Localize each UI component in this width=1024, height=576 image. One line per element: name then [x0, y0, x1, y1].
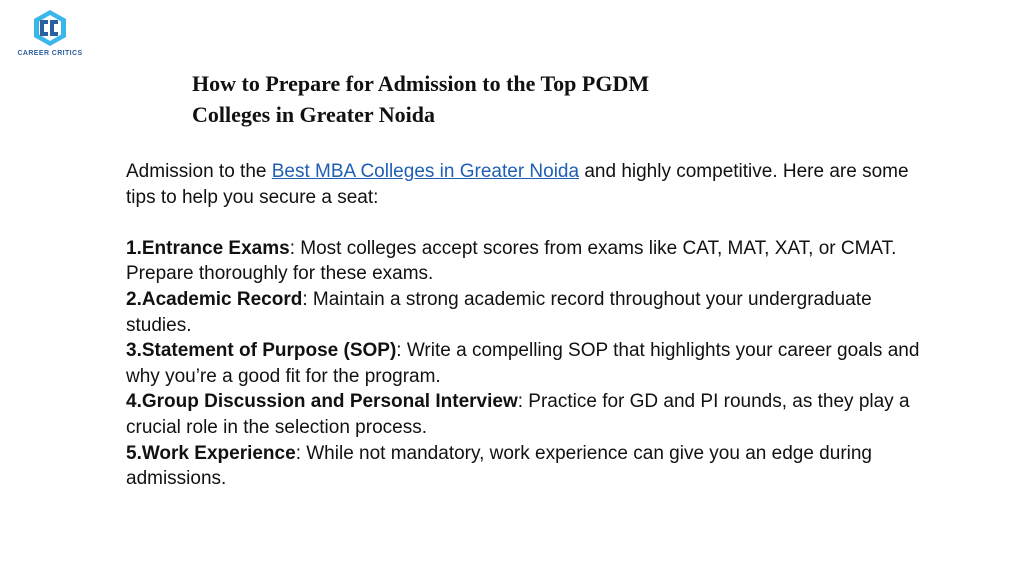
article-body	[126, 159, 926, 492]
tip-heading: 3.Statement of Purpose (SOP)	[126, 340, 397, 362]
tip-heading: 5.Work Experience	[126, 442, 296, 464]
tip-text: : Most colleges accept scores from exams like CAT, MAT, XAT, or CMAT. Prepare thoroughly for these exams.	[126, 237, 897, 285]
tip-item	[126, 441, 926, 492]
tip-text: : While not mandatory, work experience can give you an edge during admissions.	[126, 442, 872, 490]
logo-text: CAREER CRITICS	[17, 50, 83, 57]
tip-heading: 2.Academic Record	[126, 288, 303, 310]
tip-item	[126, 287, 926, 338]
best-mba-colleges-link[interactable]: Best MBA Colleges in Greater Noida	[271, 161, 580, 182]
intro-text-after: and highly competitive. Here are some tips to help you secure a seat:	[126, 161, 909, 208]
intro-paragraph	[126, 159, 926, 210]
intro-text-before: Admission to the	[126, 161, 272, 182]
page-title	[192, 68, 792, 130]
tip-text: : Practice for GD and PI rounds, as they play a crucial role in the selection process.	[126, 391, 910, 438]
title-line-1: How to Prepare for Admission to the Top PGDM	[192, 71, 650, 96]
tip-item	[126, 236, 926, 287]
tip-item	[126, 338, 926, 389]
tip-heading: 1.Entrance Exams	[126, 237, 290, 259]
tip-item	[126, 389, 926, 440]
tip-heading: 4.Group Discussion and Personal Interview	[126, 391, 518, 413]
tip-text: : Maintain a strong academic record throughout your undergraduate studies.	[126, 288, 872, 336]
career-critics-logo-icon	[30, 8, 70, 48]
tip-text: : Write a compelling SOP that highlights your career goals and why you’re a good fit for the program.	[126, 340, 920, 387]
title-line-2: Colleges in Greater Noida	[192, 102, 435, 127]
brand-logo	[12, 8, 88, 66]
